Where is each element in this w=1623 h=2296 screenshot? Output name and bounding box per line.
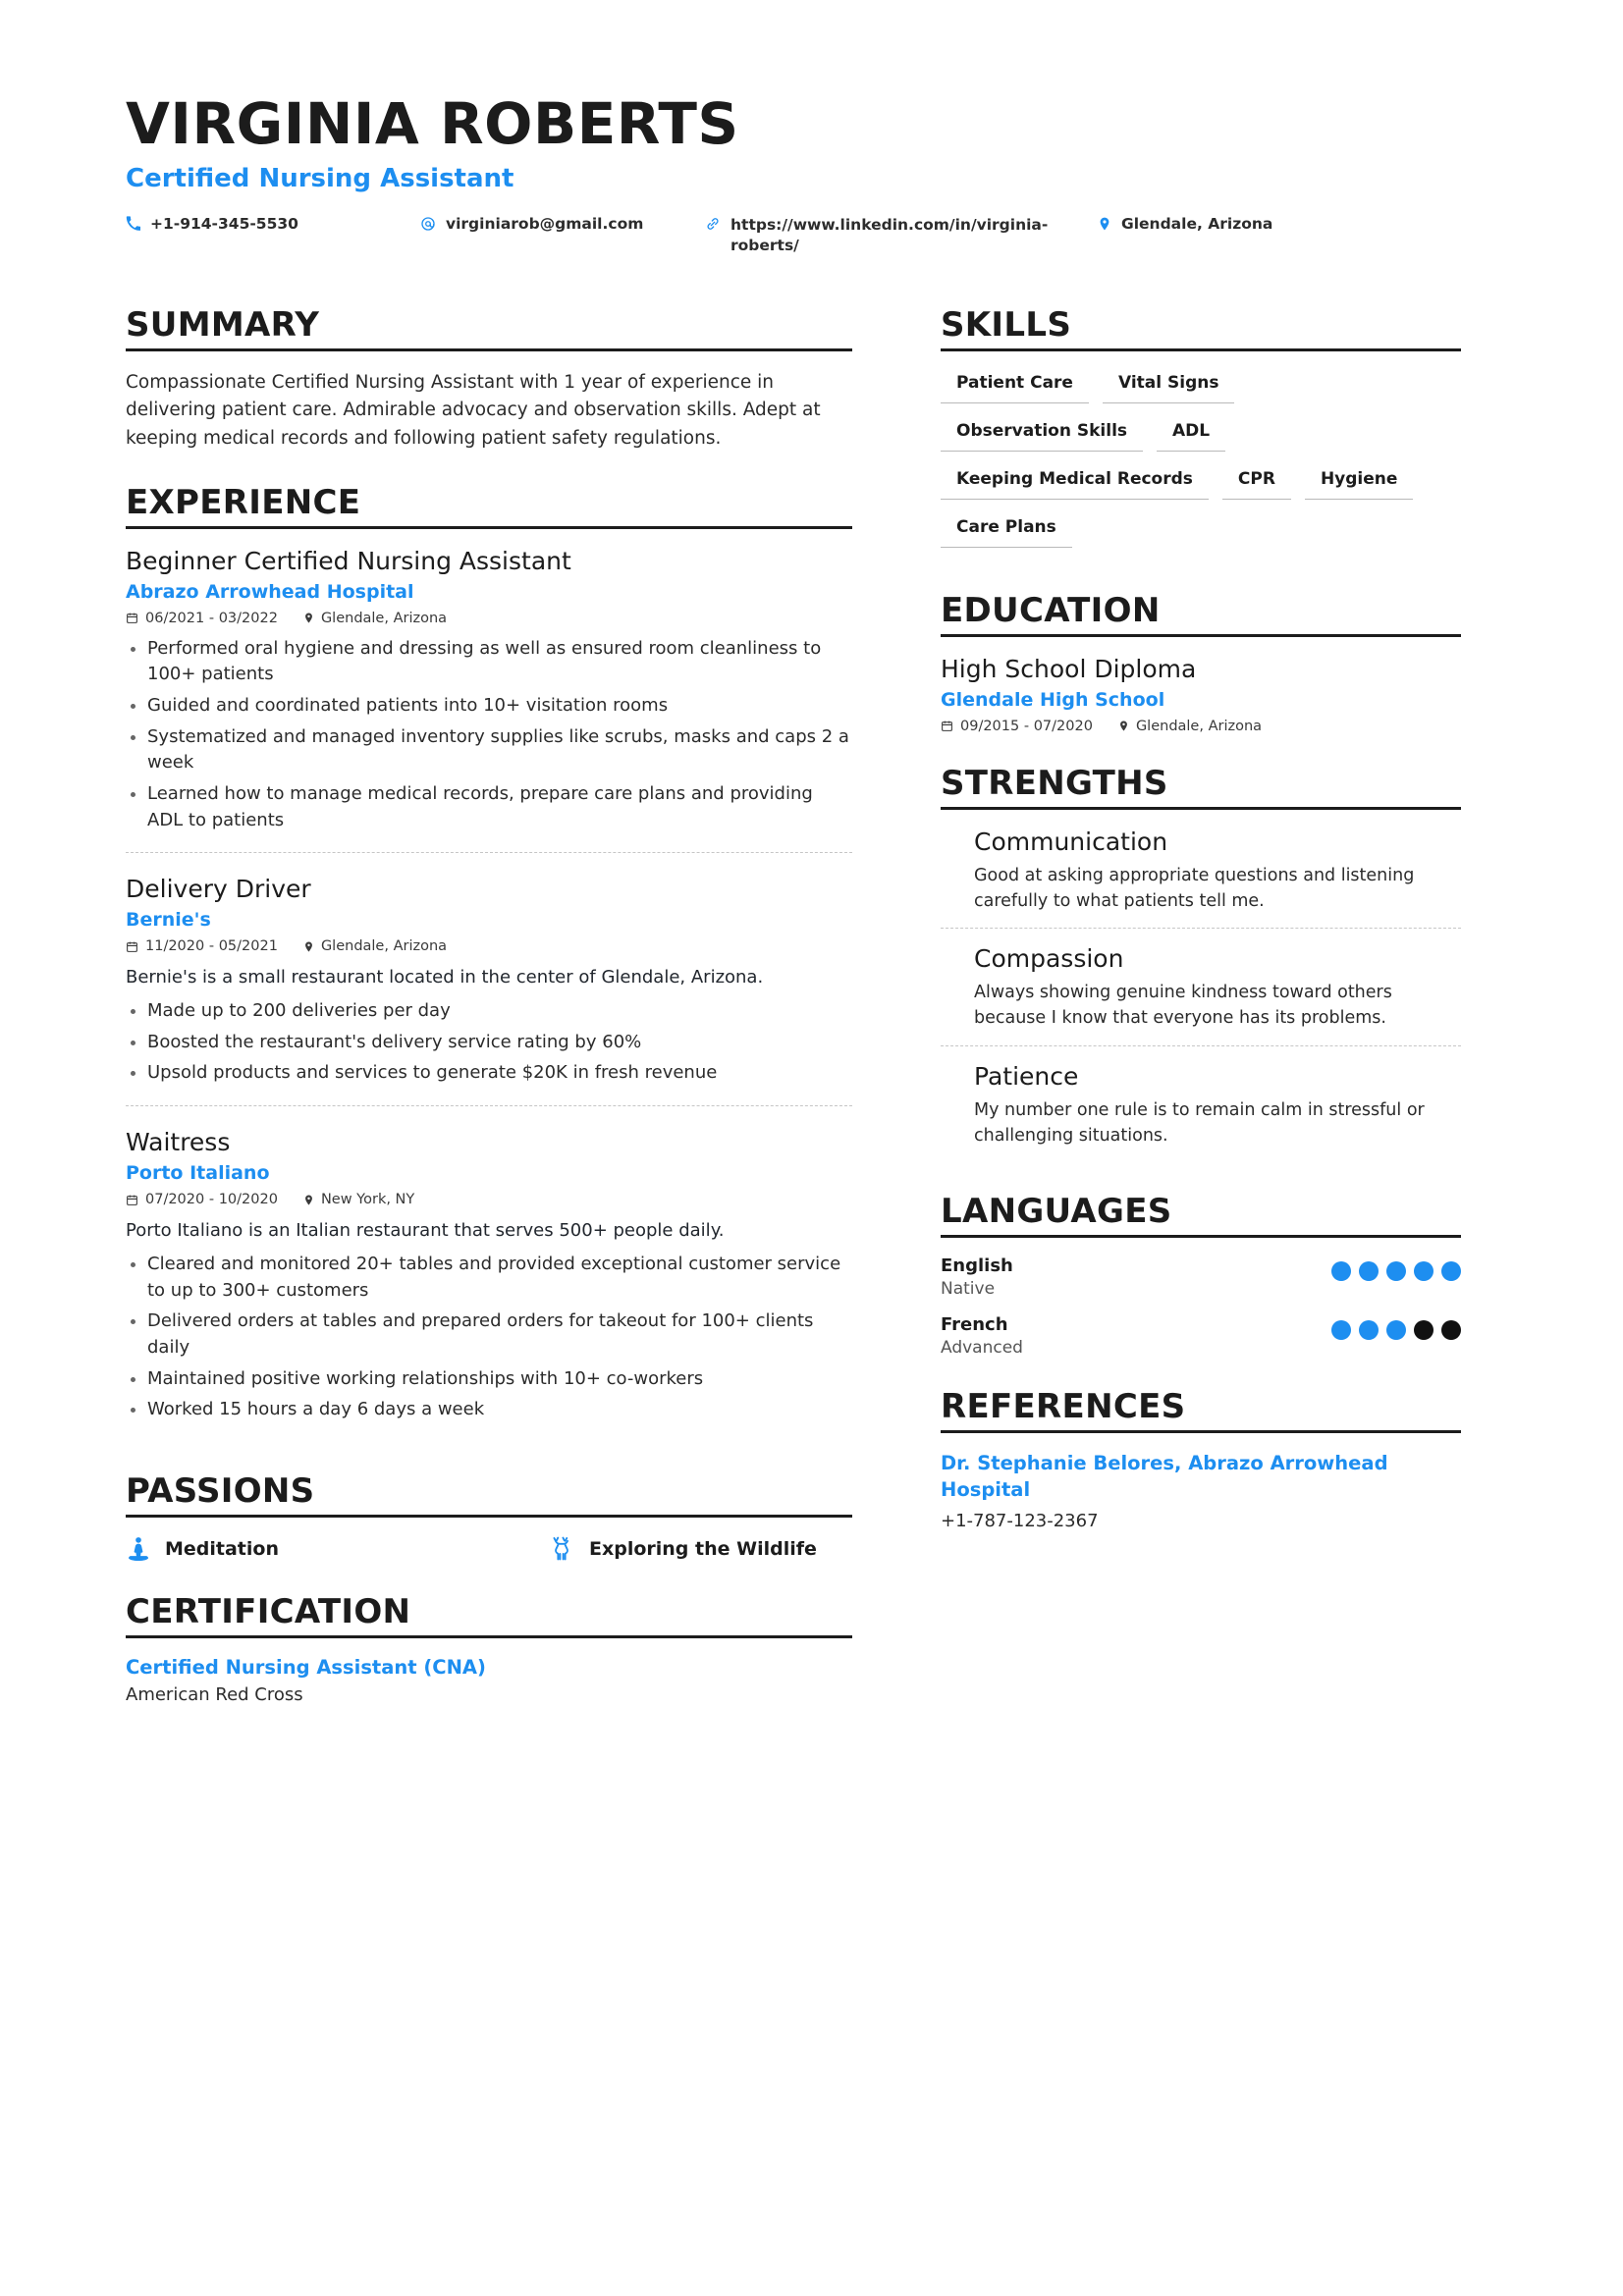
calendar-icon bbox=[941, 720, 953, 732]
job-location-text: New York, NY bbox=[320, 1192, 415, 1207]
job-location-text: Glendale, Arizona bbox=[320, 610, 448, 626]
strength-item bbox=[941, 928, 1461, 1045]
job-description: Bernie's is a small restaurant located in the center of Glendale, Arizona. bbox=[126, 967, 764, 988]
candidate-name: VIRGINIA ROBERTS bbox=[126, 90, 739, 157]
job-role: Beginner Certified Nursing Assistant bbox=[126, 546, 571, 575]
contact-phone-text: +1-914-345-5530 bbox=[150, 214, 298, 233]
summary-text: Compassionate Certified Nursing Assistant with 1 year of experience in delivering patient care. Admirable advocacy and observation skills. Adept at keeping medical records and following patient safety regulations. bbox=[126, 371, 821, 450]
link-icon bbox=[705, 216, 721, 232]
calendar-icon bbox=[126, 612, 138, 624]
job-company[interactable]: Abrazo Arrowhead Hospital bbox=[126, 580, 414, 603]
passion-label: Exploring the Wildlife bbox=[589, 1537, 817, 1560]
section-experience bbox=[126, 483, 852, 1442]
skill-tag: Vital Signs bbox=[1103, 369, 1235, 403]
job-role: Delivery Driver bbox=[126, 875, 311, 904]
rating-dot bbox=[1331, 1320, 1351, 1340]
education-meta bbox=[941, 719, 1461, 734]
right-column bbox=[941, 295, 1461, 1531]
rating-dot bbox=[1386, 1320, 1406, 1340]
rating-dot-empty bbox=[1414, 1320, 1434, 1340]
job-description: Porto Italiano is an Italian restaurant that serves 500+ people daily. bbox=[126, 1220, 725, 1241]
skill-tag: CPR bbox=[1222, 465, 1291, 500]
certification-divider bbox=[126, 1635, 852, 1638]
contact-email[interactable] bbox=[420, 215, 705, 256]
experience-divider bbox=[126, 526, 852, 529]
strengths-divider bbox=[941, 807, 1461, 810]
job-meta bbox=[126, 938, 852, 954]
job-bullet: • Guided and coordinated patients into 10+ visitation rooms bbox=[147, 693, 852, 720]
skills-divider bbox=[941, 348, 1461, 351]
job-bullets bbox=[126, 1252, 852, 1423]
language-name: English bbox=[941, 1255, 1013, 1277]
candidate-job-title: Certified Nursing Assistant bbox=[126, 163, 514, 193]
rating-dot bbox=[1441, 1261, 1461, 1281]
strengths-heading: STRENGTHS bbox=[941, 763, 1168, 803]
passion-item bbox=[548, 1535, 817, 1563]
reference-phone: +1-787-123-2367 bbox=[941, 1510, 1099, 1531]
email-icon bbox=[420, 216, 436, 232]
strength-name: Communication bbox=[974, 827, 1168, 856]
job-company[interactable]: Porto Italiano bbox=[126, 1162, 270, 1184]
job-meta bbox=[126, 1192, 852, 1207]
language-item bbox=[941, 1255, 1461, 1299]
job-bullets bbox=[126, 636, 852, 833]
person-meditating-icon bbox=[126, 1535, 151, 1563]
passions-divider bbox=[126, 1515, 852, 1518]
location-pin-icon bbox=[303, 1194, 314, 1206]
job-bullet: • Maintained positive working relationships with 10+ co-workers bbox=[147, 1366, 852, 1393]
strength-description: Good at asking appropriate questions and listening carefully to what patients tell me. bbox=[974, 865, 1415, 911]
job-dates bbox=[126, 938, 278, 954]
contact-info bbox=[126, 215, 1497, 270]
rating-dot bbox=[1359, 1261, 1379, 1281]
certification-organization: American Red Cross bbox=[126, 1683, 303, 1705]
job-bullet: • Performed oral hygiene and dressing as well as ensured room cleanliness to 100+ patients bbox=[147, 636, 852, 688]
language-rating bbox=[1324, 1261, 1461, 1281]
experience-heading: EXPERIENCE bbox=[126, 482, 361, 522]
contact-email-text: virginiarob@gmail.com bbox=[446, 214, 644, 233]
section-passions bbox=[126, 1471, 852, 1563]
rating-dot-empty bbox=[1441, 1320, 1461, 1340]
strength-name: Compassion bbox=[974, 944, 1124, 974]
language-name: French bbox=[941, 1314, 1008, 1336]
languages-heading: LANGUAGES bbox=[941, 1192, 1172, 1232]
education-location bbox=[1118, 719, 1262, 734]
location-pin-icon bbox=[303, 612, 314, 624]
calendar-icon bbox=[126, 940, 138, 953]
certification-heading: CERTIFICATION bbox=[126, 1591, 411, 1631]
skill-tag: Patient Care bbox=[941, 369, 1089, 403]
rating-dot bbox=[1386, 1261, 1406, 1281]
location-pin-icon bbox=[1118, 720, 1129, 732]
job-bullet: • Cleared and monitored 20+ tables and provided exceptional customer service to up to 300+ customers bbox=[147, 1252, 852, 1304]
skill-tag: ADL bbox=[1157, 417, 1225, 452]
job-dates-text: 07/2020 - 10/2020 bbox=[145, 1192, 278, 1207]
language-level: Native bbox=[941, 1279, 996, 1300]
education-divider bbox=[941, 634, 1461, 637]
contact-location bbox=[1098, 215, 1392, 256]
section-education bbox=[941, 591, 1461, 734]
experience-entry bbox=[126, 1105, 852, 1442]
reference-name[interactable]: Dr. Stephanie Belores, Abrazo Arrowhead Hospital bbox=[941, 1452, 1388, 1501]
contact-linkedin[interactable] bbox=[705, 215, 1098, 256]
languages-divider bbox=[941, 1235, 1461, 1238]
job-location bbox=[303, 1192, 414, 1207]
job-bullet: • Systematized and managed inventory supplies like scrubs, masks and caps 2 a week bbox=[147, 724, 852, 776]
certification-name[interactable]: Certified Nursing Assistant (CNA) bbox=[126, 1655, 486, 1679]
contact-phone[interactable] bbox=[126, 215, 420, 256]
strength-description: Always showing genuine kindness toward others because I know that everyone has its problems. bbox=[974, 983, 1392, 1029]
summary-heading: SUMMARY bbox=[126, 304, 320, 345]
education-dates bbox=[941, 719, 1093, 734]
skill-tag: Keeping Medical Records bbox=[941, 465, 1209, 500]
deer-icon bbox=[548, 1535, 575, 1563]
references-divider bbox=[941, 1430, 1461, 1433]
experience-entry bbox=[126, 852, 852, 1105]
section-strengths bbox=[941, 764, 1461, 1163]
section-languages bbox=[941, 1192, 1461, 1358]
contact-location-text: Glendale, Arizona bbox=[1121, 214, 1273, 233]
job-location bbox=[303, 938, 447, 954]
section-skills bbox=[941, 305, 1461, 561]
job-bullet: • Delivered orders at tables and prepared orders for takeout for 100+ clients daily bbox=[147, 1308, 852, 1361]
left-column bbox=[126, 295, 901, 1705]
section-summary bbox=[126, 305, 852, 454]
education-degree: High School Diploma bbox=[941, 654, 1197, 683]
strength-item bbox=[941, 828, 1461, 929]
contact-linkedin-text: https://www.linkedin.com/in/virginia-roberts/ bbox=[730, 215, 1049, 254]
calendar-icon bbox=[126, 1194, 138, 1206]
language-level: Advanced bbox=[941, 1338, 1023, 1359]
rating-dot bbox=[1414, 1261, 1434, 1281]
job-bullet: • Upsold products and services to generate $20K in fresh revenue bbox=[147, 1060, 852, 1087]
section-certification bbox=[126, 1592, 852, 1705]
rating-dot bbox=[1331, 1261, 1351, 1281]
education-school[interactable]: Glendale High School bbox=[941, 688, 1165, 711]
education-location-text: Glendale, Arizona bbox=[1135, 718, 1263, 734]
job-bullet: • Learned how to manage medical records, prepare care plans and providing ADL to patients bbox=[147, 781, 852, 833]
experience-entry bbox=[126, 547, 852, 852]
skill-tag: Observation Skills bbox=[941, 417, 1143, 452]
job-bullets bbox=[126, 998, 852, 1087]
education-dates-text: 09/2015 - 07/2020 bbox=[960, 718, 1093, 734]
job-dates-text: 06/2021 - 03/2022 bbox=[145, 610, 278, 626]
references-heading: REFERENCES bbox=[941, 1387, 1186, 1427]
passion-item bbox=[126, 1535, 548, 1563]
strength-name: Patience bbox=[974, 1061, 1079, 1091]
resume-header bbox=[126, 90, 1497, 270]
skill-tag: Care Plans bbox=[941, 513, 1072, 548]
summary-divider bbox=[126, 348, 852, 351]
passions-heading: PASSIONS bbox=[126, 1470, 315, 1511]
section-references bbox=[941, 1387, 1461, 1531]
passion-label: Meditation bbox=[165, 1537, 279, 1560]
job-bullet: • Boosted the restaurant's delivery service rating by 60% bbox=[147, 1030, 852, 1056]
job-location-text: Glendale, Arizona bbox=[320, 938, 448, 955]
skills-heading: SKILLS bbox=[941, 304, 1072, 345]
rating-dot bbox=[1359, 1320, 1379, 1340]
language-item bbox=[941, 1314, 1461, 1358]
phone-icon bbox=[126, 216, 140, 231]
job-location bbox=[303, 611, 447, 626]
job-bullet: • Made up to 200 deliveries per day bbox=[147, 998, 852, 1025]
skill-tag: Hygiene bbox=[1305, 465, 1413, 500]
job-dates bbox=[126, 1192, 278, 1207]
job-meta bbox=[126, 611, 852, 626]
location-pin-icon bbox=[1098, 216, 1111, 232]
strength-item bbox=[941, 1045, 1461, 1163]
strength-description: My number one rule is to remain calm in stressful or challenging situations. bbox=[974, 1099, 1425, 1146]
job-role: Waitress bbox=[126, 1128, 231, 1156]
job-company[interactable]: Bernie's bbox=[126, 909, 211, 932]
location-pin-icon bbox=[303, 940, 314, 953]
job-bullet: • Worked 15 hours a day 6 days a week bbox=[147, 1397, 852, 1423]
job-dates-text: 11/2020 - 05/2021 bbox=[145, 938, 278, 955]
education-heading: EDUCATION bbox=[941, 590, 1161, 630]
job-dates bbox=[126, 611, 278, 626]
language-rating bbox=[1324, 1320, 1461, 1340]
